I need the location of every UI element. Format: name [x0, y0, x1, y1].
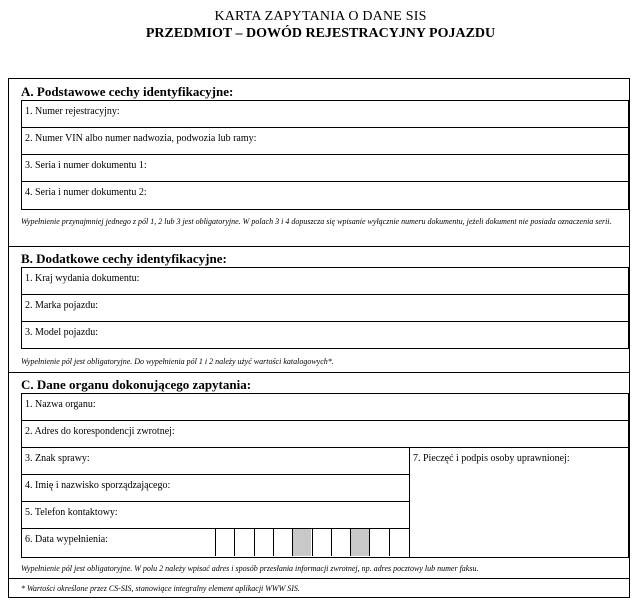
section-divider [9, 246, 629, 247]
section-c-table [21, 393, 629, 558]
field-case-reference[interactable] [22, 448, 409, 475]
field-label: 5. Telefon kontaktowy: [25, 507, 118, 518]
field-label: 3. Seria i numer dokumentu 1: [25, 160, 147, 171]
section-b-title: B. Dodatkowe cechy identyfikacyjne: [21, 251, 227, 266]
form-title: KARTA ZAPYTANIA O DANE SIS [214, 9, 427, 24]
section-divider [9, 372, 629, 373]
footnote: * Wartości określone przez CS-SIS, stanowiące integralny element aplikacji WWW SIS. [21, 584, 300, 593]
field-document-series-1[interactable] [22, 155, 628, 182]
date-digit-box[interactable] [254, 529, 273, 556]
section-a-table [21, 100, 629, 210]
field-issuing-country[interactable] [22, 268, 628, 295]
field-label: 1. Numer rejestracyjny: [25, 106, 120, 117]
field-document-series-2[interactable] [22, 182, 628, 209]
date-digit-box[interactable] [312, 529, 331, 556]
field-preparer-name[interactable] [22, 475, 409, 502]
field-organ-name[interactable] [22, 394, 628, 421]
date-digit-box[interactable] [389, 529, 408, 556]
form-frame [8, 78, 630, 598]
field-registration-number[interactable] [22, 101, 628, 128]
field-contact-phone[interactable] [22, 502, 409, 529]
field-vehicle-model[interactable] [22, 322, 628, 348]
field-label: 4. Imię i nazwisko sporządzającego: [25, 480, 171, 491]
field-label: 7. Pieczęć i podpis osoby uprawnionej: [413, 453, 570, 464]
field-label: 2. Numer VIN albo numer nadwozia, podwozia lub ramy: [25, 133, 257, 144]
field-vin-number[interactable] [22, 128, 628, 155]
date-digit-box[interactable] [273, 529, 292, 556]
section-c-note: Wypełnienie pól jest obligatoryjne. W polu 2 należy wpisać adres i sposób przesłania informacji zwrotnej, np. adres pocztowy lub numer faksu. [21, 564, 479, 573]
field-label: 1. Kraj wydania dokumentu: [25, 273, 140, 284]
field-fill-date[interactable] [22, 529, 409, 557]
field-label: 3. Znak sprawy: [25, 453, 90, 464]
date-digit-box[interactable] [234, 529, 253, 556]
field-label: 4. Seria i numer dokumentu 2: [25, 187, 147, 198]
section-c-title: C. Dane organu dokonującego zapytania: [21, 377, 252, 392]
section-a-note: Wypełnienie przynajmniej jednego z pól 1, 2 lub 3 jest obligatoryjne. W polach 3 i 4 dopuszcza się wpisanie wyłącznie numeru dokumentu, jeżeli dokument nie posiada oznaczenia serii. [21, 217, 612, 226]
date-digit-box[interactable] [331, 529, 350, 556]
field-label: 2. Marka pojazdu: [25, 300, 99, 311]
form-subtitle: PRZEDMIOT – DOWÓD REJESTRACYJNY POJAZDU [145, 26, 496, 41]
field-stamp-signature[interactable] [409, 448, 628, 557]
footnote-divider [9, 578, 629, 579]
field-label: 2. Adres do korespondencji zwrotnej: [25, 426, 175, 437]
date-separator-box [292, 529, 311, 556]
section-a-title: A. Podstawowe cechy identyfikacyjne: [21, 84, 234, 99]
date-separator-box [350, 529, 369, 556]
section-b-note: Wypełnienie pól jest obligatoryjne. Do wypełnienia pól 1 i 2 należy użyć wartości katalogowych*. [21, 357, 334, 366]
field-label: 6. Data wypełnienia: [25, 534, 109, 545]
field-label: 3. Model pojazdu: [25, 327, 99, 338]
field-return-address[interactable] [22, 421, 628, 448]
field-vehicle-make[interactable] [22, 295, 628, 322]
field-label: 1. Nazwa organu: [25, 399, 96, 410]
section-b-table [21, 267, 629, 349]
date-digit-box[interactable] [215, 529, 234, 556]
date-digit-box[interactable] [369, 529, 388, 556]
